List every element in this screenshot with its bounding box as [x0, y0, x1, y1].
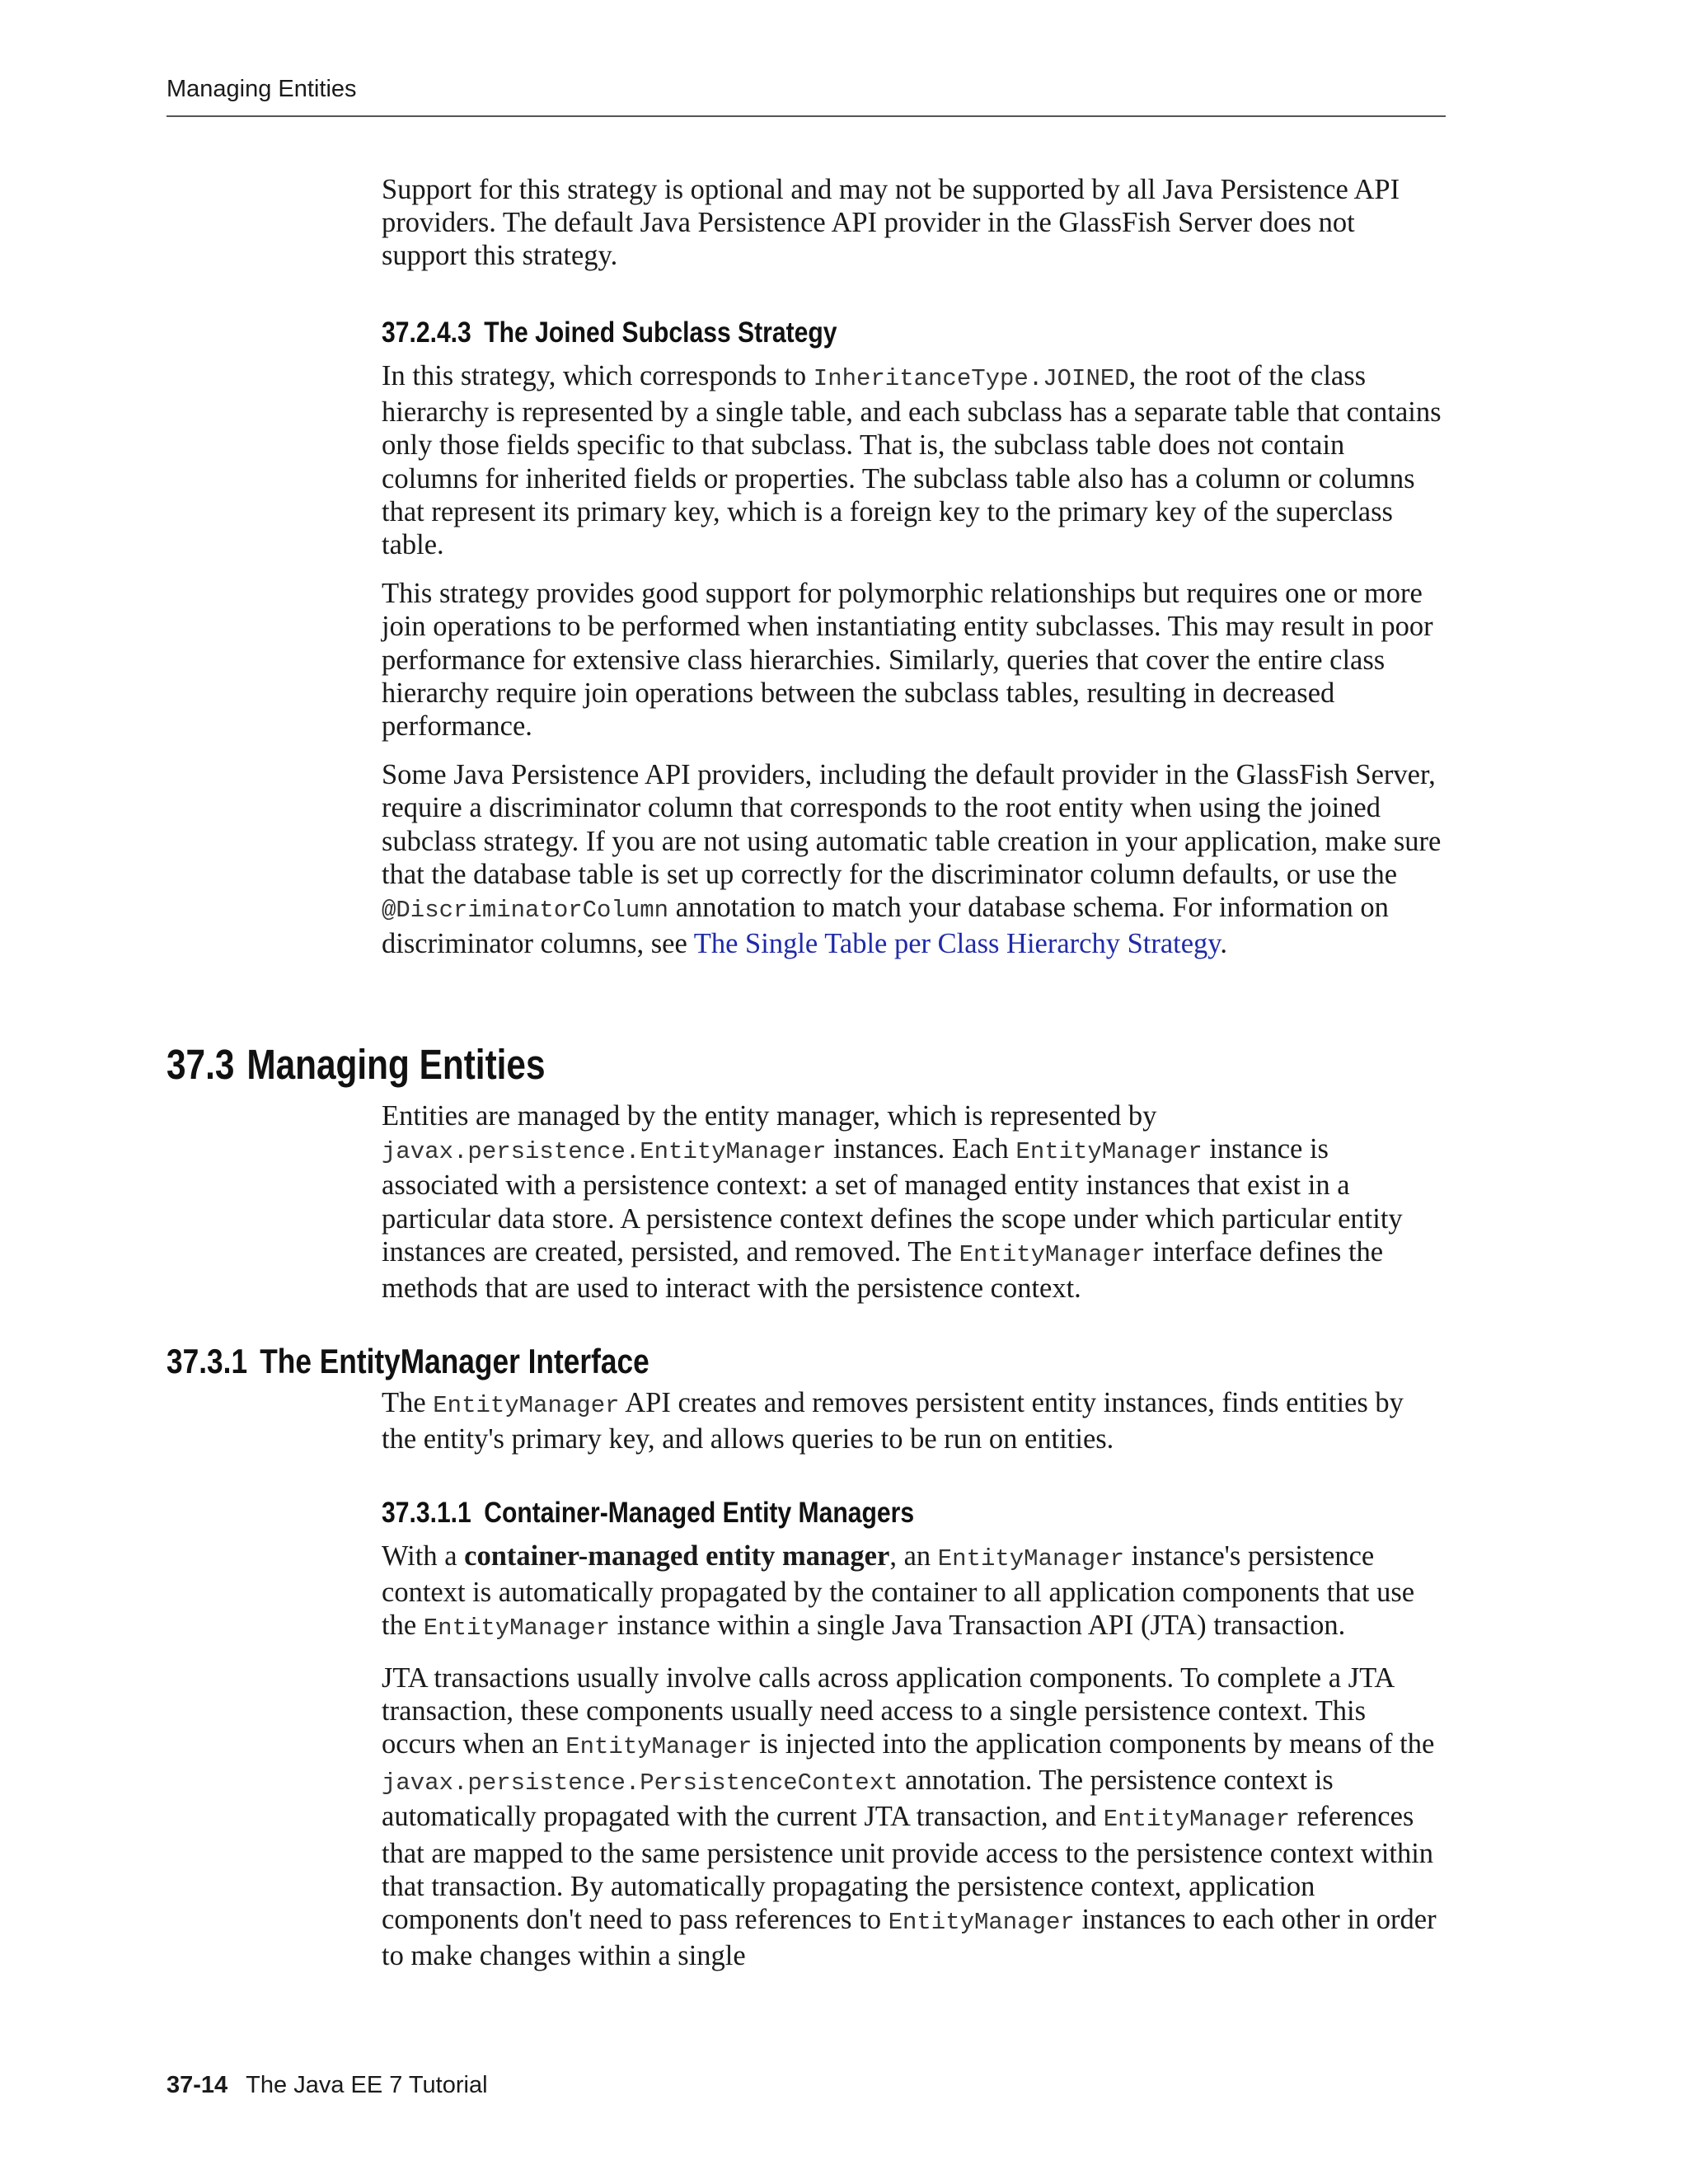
- inline-code: EntityManager: [1103, 1806, 1290, 1834]
- joined-strategy-paragraph-3: Some Java Persistence API providers, including the default provider in the GlassFish Server, require a discriminator column that corresponds to the root entity when using the joined subclass strategy. If you are not using automatic table creation in your application, make sure that the database table is set up correctly for the discriminator column defaults, or use the @DiscriminatorColumn annotation to match your database schema. For information on discriminator columns, see The Single Table per Class Hierarchy Strategy.: [382, 759, 1442, 960]
- heading-title: Managing Entities: [246, 1041, 546, 1088]
- section-37-3-1-1-body: [382, 1540, 1445, 1972]
- inline-code: EntityManager: [1015, 1138, 1203, 1166]
- section-37-3-body: [382, 1099, 1445, 1305]
- section-37-2-4-3-body: [382, 359, 1445, 960]
- joined-strategy-paragraph-2: This strategy provides good support for polymorphic relationships but requires one or more join operations to be performed when instantiating entity subclasses. This may result in poor performance for extensive class hierarchies. Similarly, queries that cover the entire class hierarchy require join operations between the subclass tables, resulting in decreased performance.: [382, 578, 1433, 743]
- container-managed-paragraph-2: JTA transactions usually involve calls across application components. To complete a JTA transaction, these components usually need access to a single persistence context. This occurs when an EntityManager is injected into the application components by means of the javax.persistence.PersistenceContext annotation. The persistence context is automatically propagated with the current JTA transaction, and EntityManager references that are mapped to the same persistence unit provide access to the persistence context within that transaction. By automatically propagating the persistence context, application components don't need to pass references to EntityManager instances to each other in order to make changes within a single: [382, 1661, 1437, 1972]
- heading-number: 37.3: [166, 1041, 235, 1088]
- heading-title: The EntityManager Interface: [260, 1342, 649, 1380]
- joined-strategy-paragraph-1: In this strategy, which corresponds to InheritanceType.JOINED, the root of the class hierarchy is represented by a single table, and each subclass has a separate table that contains only those fields specific to that subclass. That is, the subclass table does not contain columns for inherited fields or properties. The subclass table also has a column or columns that represent its primary key, which is a foreign key to the primary key of the superclass table.: [382, 360, 1442, 561]
- inline-code: @DiscriminatorColumn: [382, 897, 669, 925]
- inline-code: EntityManager: [937, 1545, 1125, 1572]
- book-title: The Java EE 7 Tutorial: [246, 2072, 488, 2098]
- inline-code: EntityManager: [423, 1615, 611, 1643]
- heading-37-2-4-3: [382, 316, 837, 349]
- heading-number: 37.3.1.1: [382, 1497, 471, 1529]
- inline-code: javax.persistence.EntityManager: [382, 1138, 827, 1166]
- container-managed-paragraph-1: With a container-managed entity manager, an EntityManager instance's persistence context is automatically propagated by the container to all application components that use the EntityManager instance within a single Java Transaction API (JTA) transaction.: [382, 1540, 1415, 1643]
- heading-37-3: [166, 1040, 546, 1089]
- heading-title: Container-Managed Entity Managers: [484, 1497, 915, 1529]
- heading-title: The Joined Subclass Strategy: [484, 316, 837, 349]
- running-header: Managing Entities: [166, 76, 357, 102]
- header-rule: [166, 115, 1446, 117]
- entitymanager-interface-paragraph: The EntityManager API creates and removes persistent entity instances, finds entities by the entity's primary key, and allows queries to be run on entities.: [382, 1387, 1404, 1455]
- inline-code: EntityManager: [888, 1909, 1075, 1937]
- heading-number: 37.3.1: [166, 1342, 248, 1380]
- bold-term: container-managed entity manager: [464, 1540, 890, 1572]
- inline-code: javax.persistence.PersistenceContext: [382, 1769, 898, 1797]
- heading-37-3-1-1: [382, 1497, 914, 1530]
- inline-code: InheritanceType.JOINED: [813, 365, 1129, 392]
- heading-number: 37.2.4.3: [382, 316, 471, 349]
- intro-paragraph: Support for this strategy is optional and may not be supported by all Java Persistence API providers. The default Java Persistence API provider in the GlassFish Server does not support this strategy.: [382, 174, 1400, 272]
- intro-section: [382, 173, 1445, 273]
- managing-entities-paragraph: Entities are managed by the entity manager, which is represented by javax.persistence.EntityManager instances. Each EntityManager instance is associated with a persistence context: a set of managed entity instances that exist in a particular data store. A persistence context defines the scope under which particular entity instances are created, persisted, and removed. The EntityManager interface defines the methods that are used to interact with the persistence context.: [382, 1100, 1403, 1305]
- heading-37-3-1: [166, 1342, 649, 1381]
- inline-code: EntityManager: [565, 1733, 753, 1761]
- single-table-strategy-link[interactable]: The Single Table per Class Hierarchy Strategy: [693, 928, 1221, 960]
- inline-code: EntityManager: [433, 1392, 620, 1419]
- page-number: 37-14: [166, 2072, 228, 2098]
- page-footer: [166, 2072, 488, 2099]
- inline-code: EntityManager: [959, 1240, 1146, 1268]
- section-37-3-1-body: [382, 1386, 1445, 1455]
